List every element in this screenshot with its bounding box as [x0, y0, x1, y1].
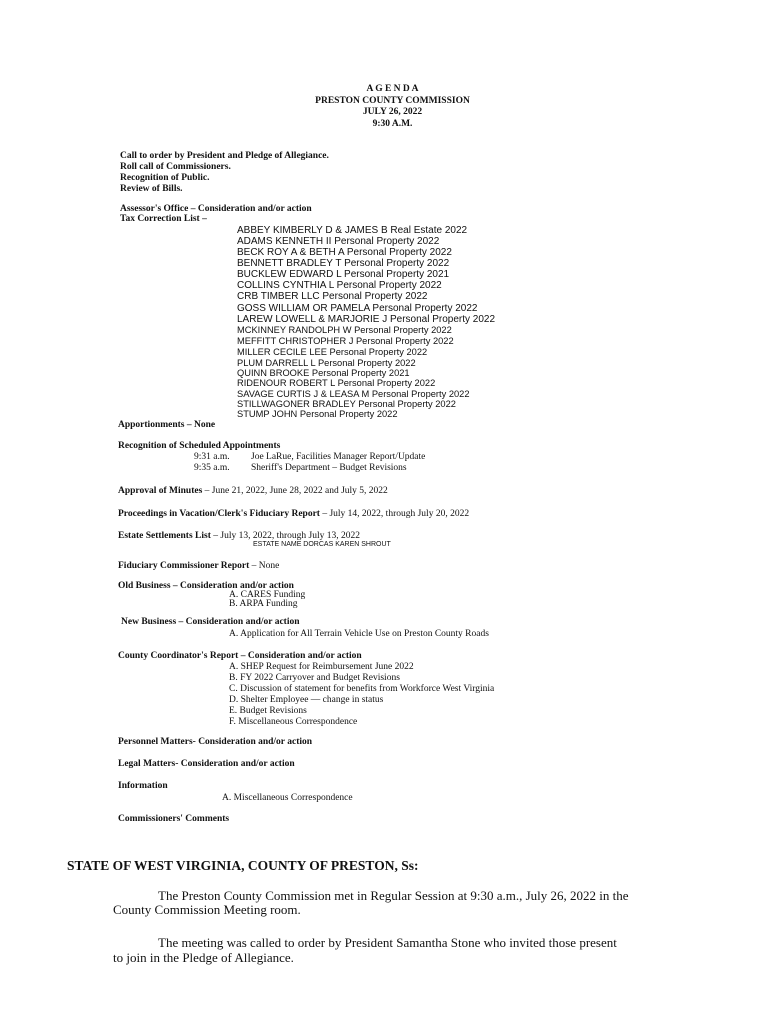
- coordinator-item: C. Discussion of statement for benefits from Workforce West Virginia: [229, 684, 495, 694]
- state-heading: STATE OF WEST VIRGINIA, COUNTY OF PRESTON, Ss:: [67, 858, 419, 873]
- apportionments: Apportionments – None: [118, 420, 216, 430]
- fiduciary-commissioner-report: [118, 561, 279, 571]
- estate-label: Estate Settlements List: [118, 531, 211, 541]
- opening-roll-call: Roll call of Commissioners.: [120, 162, 231, 172]
- coordinator-item: B. FY 2022 Carryover and Budget Revisions: [229, 673, 400, 683]
- opening-review-bills: Review of Bills.: [120, 184, 183, 194]
- tax-correction-item: STILLWAGONER BRADLEY Personal Property 2022: [237, 399, 456, 409]
- tax-list-heading: Tax Correction List –: [120, 214, 207, 224]
- appointment-time: 9:35 a.m.: [194, 463, 230, 473]
- personnel-matters: Personnel Matters- Consideration and/or action: [118, 737, 313, 747]
- estate-settlements: [118, 531, 360, 541]
- tax-correction-item: MILLER CECILE LEE Personal Property 2022: [237, 347, 428, 357]
- fiduciary-report: [118, 509, 469, 519]
- paragraph-line: to join in the Pledge of Allegiance.: [113, 950, 294, 965]
- tax-correction-item: STUMP JOHN Personal Property 2022: [237, 409, 398, 419]
- paragraph-line: The meeting was called to order by President Samantha Stone who invited those present: [158, 935, 617, 950]
- paragraph-line: County Commission Meeting room.: [113, 902, 301, 917]
- tax-correction-item: QUINN BROOKE Personal Property 2021: [237, 368, 410, 378]
- commission-name: PRESTON COUNTY COMMISSION: [315, 95, 470, 106]
- old-business-heading: Old Business – Consideration and/or action: [118, 581, 294, 591]
- approval-of-minutes: [118, 486, 388, 496]
- appointment-desc: Sheriff's Department – Budget Revisions: [251, 463, 407, 473]
- coordinator-item: F. Miscellaneous Correspondence: [229, 717, 358, 727]
- coordinator-item: E. Budget Revisions: [229, 706, 307, 716]
- tax-correction-item: RIDENOUR ROBERT L Personal Property 2022: [237, 378, 436, 388]
- old-business-item: B. ARPA Funding: [229, 599, 298, 609]
- meeting-date: JULY 26, 2022: [362, 107, 423, 117]
- meeting-time: 9:30 A.M.: [372, 118, 413, 129]
- tax-correction-item: CRB TIMBER LLC Personal Property 2022: [237, 291, 428, 302]
- tax-correction-item: MEFFITT CHRISTOPHER J Personal Property 2022: [237, 336, 454, 346]
- information-item: A. Miscellaneous Correspondence: [222, 793, 353, 803]
- tax-correction-item: MCKINNEY RANDOLPH W Personal Property 2022: [237, 325, 452, 335]
- fiduciary-label: Proceedings in Vacation/Clerk's Fiduciary Report: [118, 509, 320, 519]
- new-business-item: A. Application for All Terrain Vehicle Use on Preston County Roads: [229, 629, 489, 639]
- tax-correction-item: BECK ROY A & BETH A Personal Property 2022: [237, 247, 452, 258]
- information-heading: Information: [118, 781, 168, 791]
- old-business-item: A. CARES Funding: [229, 590, 306, 600]
- appointment-desc: Joe LaRue, Facilities Manager Report/Update: [251, 452, 426, 462]
- fid-comm-value: – None: [249, 561, 280, 571]
- commissioners-comments: Commissioners' Comments: [118, 814, 230, 824]
- tax-correction-item: PLUM DARRELL L Personal Property 2022: [237, 358, 416, 368]
- legal-matters: Legal Matters- Consideration and/or action: [118, 759, 295, 769]
- tax-correction-item: ADAMS KENNETH II Personal Property 2022: [237, 236, 440, 247]
- assessor-heading: Assessor's Office – Consideration and/or action: [120, 204, 312, 214]
- tax-correction-item: SAVAGE CURTIS J & LEASA M Personal Property 2022: [237, 389, 470, 399]
- opening-recognition: Recognition of Public.: [120, 173, 210, 183]
- minutes-label: Approval of Minutes: [118, 486, 203, 496]
- minutes-dates: – June 21, 2022, June 28, 2022 and July 5, 2022: [202, 486, 388, 496]
- coordinator-item: D. Shelter Employee — change in status: [229, 695, 384, 705]
- estate-dates: – July 13, 2022, through July 13, 2022: [210, 531, 360, 541]
- tax-correction-item: COLLINS CYNTHIA L Personal Property 2022: [237, 280, 442, 291]
- tax-correction-item: BUCKLEW EDWARD L Personal Property 2021: [237, 269, 450, 280]
- agenda-header: [0, 84, 770, 130]
- opening-call-to-order: Call to order by President and Pledge of Allegiance.: [120, 151, 329, 161]
- tax-correction-item: GOSS WILLIAM OR PAMELA Personal Property 2022: [237, 303, 478, 314]
- fid-comm-label: Fiduciary Commissioner Report: [118, 561, 250, 571]
- coordinator-item: A. SHEP Request for Reimbursement June 2022: [229, 662, 414, 672]
- appointment-time: 9:31 a.m.: [194, 452, 230, 462]
- appointments-heading: Recognition of Scheduled Appointments: [118, 441, 281, 451]
- tax-correction-item: LAREW LOWELL & MARJORIE J Personal Property 2022: [237, 314, 496, 325]
- paragraph-line: The Preston County Commission met in Regular Session at 9:30 a.m., July 26, 2022 in the: [158, 888, 629, 903]
- coordinator-heading: County Coordinator's Report – Consideration and/or action: [118, 651, 362, 661]
- tax-correction-item: BENNETT BRADLEY T Personal Property 2022: [237, 258, 450, 269]
- agenda-title: A G E N D A: [366, 84, 419, 94]
- estate-name: ESTATE NAME DORCAS KAREN SHROUT: [253, 541, 391, 548]
- tax-correction-item: ABBEY KIMBERLY D & JAMES B Real Estate 2022: [237, 225, 468, 236]
- fiduciary-dates: – July 14, 2022, through July 20, 2022: [319, 509, 470, 519]
- new-business-heading: New Business – Consideration and/or action: [121, 617, 300, 627]
